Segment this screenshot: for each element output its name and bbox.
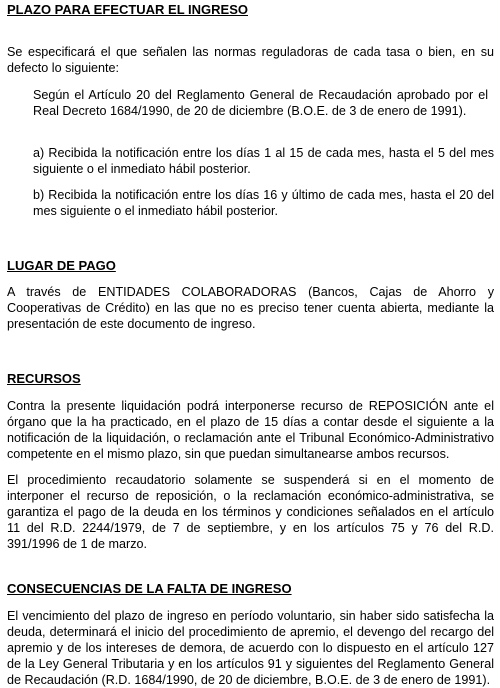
heading-recursos: RECURSOS (7, 371, 81, 386)
plazo-reglamento: Según el Artículo 20 del Reglamento General de Recaudación aprobado por el Real Decreto 1684/1990, de 20 de diciembre (B.O.E. de 3 de enero de 1991). (33, 88, 488, 118)
plazo-item-a: a) Recibida la notificación entre los días 1 al 15 de cada mes, hasta el 5 del mes siguiente o el inmediato hábil posterior. (33, 146, 494, 176)
plazo-intro: Se especificará el que señalen las normas reguladoras de cada tasa o bien, en su defecto lo siguiente: (7, 45, 494, 75)
lugar-text: A través de ENTIDADES COLABORADORAS (Bancos, Cajas de Ahorro y Cooperativas de Crédito) en las que no es preciso tener cuenta abierta, mediante la presentación de este documento de ingreso. (7, 285, 494, 331)
recursos-text-2: El procedimiento recaudatorio solamente se suspenderá si en el momento de interponer el recurso de reposición, o la reclamación económico-administrativa, se garantiza el pago de la deuda en los términos y condiciones señalados en el artículo 11 del R.D. 2244/1979, de 7 de septiembre, y en los artículos 75 y 76 del R.D. 391/1996 de 1 de marzo. (7, 473, 494, 551)
consecuencias-text: El vencimiento del plazo de ingreso en período voluntario, sin haber sido satisfecha la deuda, determinará el inicio del procedimiento de apremio, el devengo del recargo del apremio y de los intereses de demora, de acuerdo con lo dispuesto en el artículo 127 de la Ley General Tributaria y en los artículos 91 y siguientes del Reglamento General de Recaudación (R.D. 1684/1990, de 20 de diciembre, B.O.E. de 3 de enero de 1991). (7, 609, 494, 687)
heading-plazo: PLAZO PARA EFECTUAR EL INGRESO (7, 2, 248, 17)
heading-lugar: LUGAR DE PAGO (7, 258, 116, 273)
plazo-item-b: b) Recibida la notificación entre los días 16 y último de cada mes, hasta el 20 del mes siguiente o el inmediato hábil posterior. (33, 188, 494, 218)
heading-consecuencias: CONSECUENCIAS DE LA FALTA DE INGRESO (7, 581, 292, 596)
recursos-text-1: Contra la presente liquidación podrá interponerse recurso de REPOSICIÓN ante el órgano que la ha practicado, en el plazo de 15 días a contar desde el siguiente a la notificación de la liquidación, o reclamación ante el Tribunal Económico-Administrativo competente en el mismo plazo, sin que puedan simultanearse ambos recursos. (7, 399, 494, 461)
